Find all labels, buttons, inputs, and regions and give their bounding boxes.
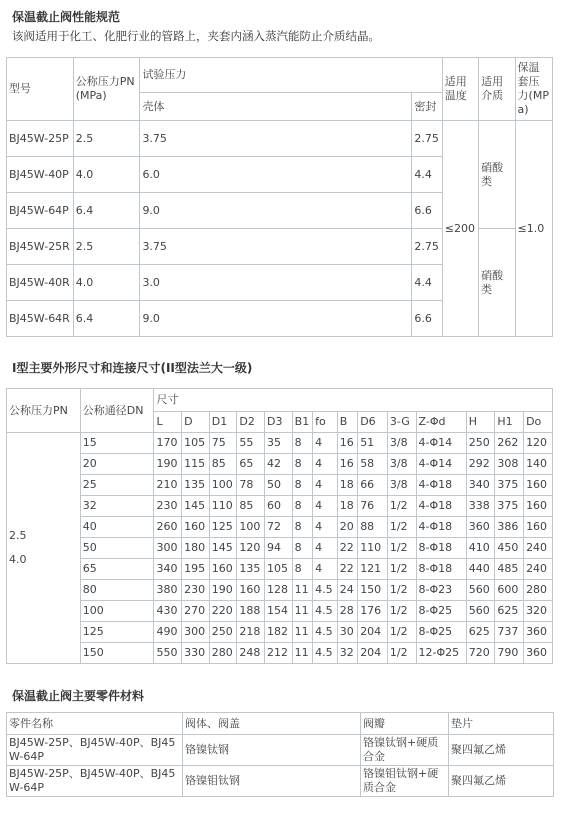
table-cell-dim: 240: [524, 538, 553, 559]
table-cell-dim: 8: [292, 475, 312, 496]
header-body-bonnet: 阀体、阀盖: [183, 713, 361, 735]
header-jacket-pressure: 保温套压力(MPa): [515, 58, 552, 121]
table-cell-dim: 32: [337, 643, 357, 664]
table-cell-dim: 4.5: [313, 580, 338, 601]
table-cell-dim: 160: [237, 580, 265, 601]
table-cell-dim: 58: [358, 454, 388, 475]
table-cell-shell: 3.75: [140, 121, 412, 157]
dimensions-table: [6, 388, 553, 664]
table-cell-dim: 485: [495, 559, 524, 580]
table-cell-dim: 4.5: [313, 643, 338, 664]
table-cell-dim: 220: [209, 601, 237, 622]
table-cell-dim: 42: [265, 454, 293, 475]
table-cell-dim: 737: [495, 622, 524, 643]
table-cell-part: BJ45W-25P、BJ45W-40P、BJ45W-64P: [7, 735, 183, 766]
table-cell-dim: 28: [337, 601, 357, 622]
table-cell-dim: 4-Φ14: [416, 454, 466, 475]
table-cell-dim: 115: [182, 454, 210, 475]
pn-value: 4.0: [9, 553, 27, 566]
header-temperature: 适用温度: [442, 58, 478, 121]
table-cell-dim: 16: [337, 454, 357, 475]
table-cell-dim: 386: [495, 517, 524, 538]
table-cell-seal: 2.75: [412, 121, 442, 157]
table-cell-dim: 18: [337, 496, 357, 517]
table-cell-dim: 280: [524, 580, 553, 601]
table-cell-dim: 94: [265, 538, 293, 559]
table-cell-dim: 128: [265, 580, 293, 601]
temperature-value: ≤200: [442, 121, 478, 337]
table-cell-dim: 154: [265, 601, 293, 622]
table-cell-dim: 182: [265, 622, 293, 643]
table-cell-dim: 560: [466, 580, 495, 601]
table-cell-dim: 1/2: [387, 601, 416, 622]
table-cell-dim: 320: [524, 601, 553, 622]
medium-value: 硝酸类: [479, 229, 515, 337]
table-cell-dim: 230: [182, 580, 210, 601]
table-cell-dim: 176: [358, 601, 388, 622]
table-cell-dim: 250: [209, 622, 237, 643]
table-cell-dim: 22: [337, 559, 357, 580]
pn-values: [7, 433, 81, 664]
header-gasket: 垫片: [449, 713, 554, 735]
table-cell-dim: 625: [466, 622, 495, 643]
table-cell-dim: 160: [209, 559, 237, 580]
table-cell-dim: 330: [182, 643, 210, 664]
header-dn: 公称通径DN: [80, 389, 154, 433]
table-cell-dim: 210: [154, 475, 182, 496]
table-cell-dn: 125: [80, 622, 154, 643]
table-cell-dn: 25: [80, 475, 154, 496]
table-cell-dim: 188: [237, 601, 265, 622]
table-cell-dim: 50: [265, 475, 293, 496]
table-cell-dim: 204: [358, 622, 388, 643]
table-cell-seal: 6.6: [412, 301, 442, 337]
table-row: [7, 643, 553, 664]
table-cell-dim: 8-Φ25: [416, 622, 466, 643]
header-model: 型号: [7, 58, 74, 121]
table-cell-dim: 4-Φ14: [416, 433, 466, 454]
table-cell-dim: 4: [313, 454, 338, 475]
table-cell-dim: 85: [209, 454, 237, 475]
table-cell-dim: 78: [237, 475, 265, 496]
table-cell-seal: 4.4: [412, 265, 442, 301]
table-cell-dim: 1/2: [387, 580, 416, 601]
table-cell-shell: 3.0: [140, 265, 412, 301]
table-cell-dim: 8: [292, 559, 312, 580]
table-cell-dim: 380: [154, 580, 182, 601]
table-cell-dim: 4-Φ18: [416, 517, 466, 538]
table-cell-dim: 180: [182, 538, 210, 559]
table-cell-dim: 8-Φ25: [416, 601, 466, 622]
table-cell-seal: 2.75: [412, 229, 442, 265]
table-cell-dim: 160: [182, 517, 210, 538]
table-cell-model: BJ45W-25R: [7, 229, 74, 265]
table-cell-dn: 100: [80, 601, 154, 622]
table-cell-dim: 550: [154, 643, 182, 664]
table-cell-dim: 135: [237, 559, 265, 580]
table-row: [7, 475, 553, 496]
section1-title: 保温截止阀性能规范: [12, 10, 121, 24]
table-cell-dim: 160: [524, 475, 553, 496]
medium-value: 硝酸类: [479, 121, 515, 229]
table-cell-dim: 11: [292, 622, 312, 643]
performance-table: [6, 57, 553, 337]
dim-col-header: H: [466, 412, 495, 433]
table-cell-dim: 292: [466, 454, 495, 475]
table-cell-dim: 11: [292, 643, 312, 664]
table-cell-dim: 4-Φ18: [416, 496, 466, 517]
table-cell-dim: 8-Φ18: [416, 559, 466, 580]
table-cell-seal: 4.4: [412, 157, 442, 193]
table-row: [7, 454, 553, 475]
dim-col-header: D6: [358, 412, 388, 433]
table-cell-shell: 9.0: [140, 301, 412, 337]
table-cell-dim: 340: [154, 559, 182, 580]
table-cell-dim: 430: [154, 601, 182, 622]
table-cell-dim: 300: [154, 538, 182, 559]
table-cell-dn: 20: [80, 454, 154, 475]
table-cell-dim: 22: [337, 538, 357, 559]
table-cell-dim: 1/2: [387, 517, 416, 538]
table-cell-pn: 2.5: [73, 229, 140, 265]
table-cell-dim: 4.5: [313, 601, 338, 622]
table-cell-dim: 8: [292, 454, 312, 475]
table-cell-dim: 11: [292, 601, 312, 622]
dim-col-header: D1: [209, 412, 237, 433]
table-cell-dim: 72: [265, 517, 293, 538]
table-row: [7, 601, 553, 622]
table-cell-dim: 120: [237, 538, 265, 559]
table-cell-dim: 4: [313, 496, 338, 517]
table-row: [7, 433, 553, 454]
table-cell-dim: 140: [524, 454, 553, 475]
table-cell-dim: 195: [182, 559, 210, 580]
section1-description: 该阀适用于化工、化肥行业的管路上，夹套内涵入蒸汽能防止介质结晶。: [12, 29, 380, 43]
table-cell-dim: 360: [466, 517, 495, 538]
table-row: [7, 559, 553, 580]
table-cell-dim: 190: [209, 580, 237, 601]
table-cell-dim: 300: [182, 622, 210, 643]
table-cell-disc: 铬镍钼钛钢+硬质合金: [361, 766, 449, 797]
table-cell-dim: 1/2: [387, 643, 416, 664]
table-cell-dim: 375: [495, 475, 524, 496]
table-cell-seal: 6.6: [412, 193, 442, 229]
table-cell-dim: 75: [209, 433, 237, 454]
table-row: [7, 496, 553, 517]
materials-table: [6, 712, 554, 797]
table-cell-dim: 204: [358, 643, 388, 664]
table-cell-dim: 8: [292, 517, 312, 538]
table-cell-dim: 20: [337, 517, 357, 538]
table-cell-dim: 260: [154, 517, 182, 538]
table-cell-dim: 218: [237, 622, 265, 643]
table-cell-dim: 8: [292, 496, 312, 517]
table-cell-dim: 1/2: [387, 559, 416, 580]
table-cell-dim: 4: [313, 517, 338, 538]
header-part-name: 零件名称: [7, 713, 183, 735]
table-cell-dim: 105: [265, 559, 293, 580]
section2-title: I型主要外形尺寸和连接尺寸(II型法兰大一级): [12, 361, 253, 375]
table-cell-dim: 4: [313, 475, 338, 496]
dim-col-header: D: [182, 412, 210, 433]
table-cell-dim: 125: [209, 517, 237, 538]
table-cell-dim: 340: [466, 475, 495, 496]
table-cell-dim: 160: [524, 496, 553, 517]
table-cell-dim: 1/2: [387, 496, 416, 517]
dim-col-header: L: [154, 412, 182, 433]
table-cell-pn: 6.4: [73, 193, 140, 229]
table-cell-dim: 308: [495, 454, 524, 475]
table-row: [7, 580, 553, 601]
table-cell-dim: 4: [313, 538, 338, 559]
table-cell-dim: 720: [466, 643, 495, 664]
dim-col-header: Z-Φd: [416, 412, 466, 433]
table-cell-dim: 600: [495, 580, 524, 601]
table-cell-dim: 410: [466, 538, 495, 559]
table-cell-dim: 16: [337, 433, 357, 454]
dim-col-header: D3: [265, 412, 293, 433]
table-cell-dim: 105: [182, 433, 210, 454]
table-cell-dim: 65: [237, 454, 265, 475]
table-cell-dim: 240: [524, 559, 553, 580]
dim-col-header: B1: [292, 412, 312, 433]
table-cell-dn: 65: [80, 559, 154, 580]
table-cell-dim: 360: [524, 622, 553, 643]
table-cell-dn: 32: [80, 496, 154, 517]
dim-col-header: Do: [524, 412, 553, 433]
table-cell-dim: 145: [182, 496, 210, 517]
table-cell-dim: 190: [154, 454, 182, 475]
table-cell-dn: 150: [80, 643, 154, 664]
header-pn: 公称压力PN: [7, 389, 81, 433]
table-cell-dim: 4-Φ18: [416, 475, 466, 496]
header-medium: 适用介质: [479, 58, 515, 121]
table-cell-dim: 11: [292, 580, 312, 601]
table-cell-dim: 8-Φ18: [416, 538, 466, 559]
table-row: [7, 538, 553, 559]
table-cell-dim: 360: [524, 643, 553, 664]
table-cell-dim: 100: [237, 517, 265, 538]
table-cell-model: BJ45W-40R: [7, 265, 74, 301]
table-cell-pn: 4.0: [73, 157, 140, 193]
table-cell-dim: 145: [209, 538, 237, 559]
table-cell-dim: 262: [495, 433, 524, 454]
table-cell-dim: 85: [237, 496, 265, 517]
table-cell-dim: 121: [358, 559, 388, 580]
table-cell-disc: 铬镍钛钢+硬质合金: [361, 735, 449, 766]
table-cell-dim: 4: [313, 559, 338, 580]
table-cell-body: 铬镍钛钢: [183, 735, 361, 766]
table-cell-pn: 4.0: [73, 265, 140, 301]
pn-value: 2.5: [9, 529, 27, 542]
table-cell-model: BJ45W-64P: [7, 193, 74, 229]
table-cell-dn: 50: [80, 538, 154, 559]
dim-col-header: B: [337, 412, 357, 433]
table-cell-dim: 18: [337, 475, 357, 496]
table-cell-dim: 560: [466, 601, 495, 622]
table-cell-dim: 88: [358, 517, 388, 538]
table-cell-dim: 60: [265, 496, 293, 517]
table-cell-dim: 150: [358, 580, 388, 601]
table-row: [7, 517, 553, 538]
table-cell-dim: 375: [495, 496, 524, 517]
table-cell-model: BJ45W-25P: [7, 121, 74, 157]
table-cell-dim: 1/2: [387, 622, 416, 643]
table-cell-model: BJ45W-64R: [7, 301, 74, 337]
header-nominal-pressure: 公称压力PN(MPa): [73, 58, 140, 121]
header-shell: 壳体: [140, 93, 412, 121]
table-cell-dim: 4.5: [313, 622, 338, 643]
dim-col-header: H1: [495, 412, 524, 433]
table-cell-model: BJ45W-40P: [7, 157, 74, 193]
table-cell-dim: 120: [524, 433, 553, 454]
table-cell-dim: 450: [495, 538, 524, 559]
table-cell-dim: 3/8: [387, 433, 416, 454]
table-cell-body: 铬镍钼钛钢: [183, 766, 361, 797]
table-cell-dim: 1/2: [387, 538, 416, 559]
table-cell-shell: 3.75: [140, 229, 412, 265]
table-cell-dim: 8: [292, 538, 312, 559]
dim-col-header: 3-G: [387, 412, 416, 433]
dim-col-header: fo: [313, 412, 338, 433]
table-cell-dim: 8: [292, 433, 312, 454]
table-cell-dim: 76: [358, 496, 388, 517]
table-cell-dim: 440: [466, 559, 495, 580]
table-cell-dim: 338: [466, 496, 495, 517]
table-cell-dim: 135: [182, 475, 210, 496]
table-cell-dn: 40: [80, 517, 154, 538]
header-dimensions: 尺寸: [154, 389, 553, 412]
table-cell-dim: 55: [237, 433, 265, 454]
dim-col-header: D2: [237, 412, 265, 433]
table-cell-dim: 170: [154, 433, 182, 454]
table-cell-dn: 15: [80, 433, 154, 454]
table-cell-dn: 80: [80, 580, 154, 601]
table-row: [7, 622, 553, 643]
table-cell-pn: 6.4: [73, 301, 140, 337]
table-cell-dim: 24: [337, 580, 357, 601]
section3-title: 保温截止阀主要零件材料: [12, 689, 145, 703]
header-disc: 阀瓣: [361, 713, 449, 735]
table-cell-dim: 110: [358, 538, 388, 559]
table-cell-dim: 66: [358, 475, 388, 496]
table-cell-dim: 12-Φ25: [416, 643, 466, 664]
table-cell-dim: 790: [495, 643, 524, 664]
table-cell-shell: 9.0: [140, 193, 412, 229]
table-cell-dim: 35: [265, 433, 293, 454]
table-cell-dim: 280: [209, 643, 237, 664]
table-cell-dim: 51: [358, 433, 388, 454]
header-seal: 密封: [412, 93, 442, 121]
table-cell-dim: 230: [154, 496, 182, 517]
table-cell-dim: 3/8: [387, 454, 416, 475]
jacket-pressure-value: ≤1.0: [515, 121, 552, 337]
table-cell-dim: 270: [182, 601, 210, 622]
table-cell-dim: 8-Φ23: [416, 580, 466, 601]
table-cell-dim: 110: [209, 496, 237, 517]
table-cell-dim: 4: [313, 433, 338, 454]
table-cell-dim: 490: [154, 622, 182, 643]
header-test-pressure: 试验压力: [140, 58, 442, 93]
table-cell-gasket: 聚四氟乙烯: [449, 766, 554, 797]
table-cell-gasket: 聚四氟乙烯: [449, 735, 554, 766]
table-cell-pn: 2.5: [73, 121, 140, 157]
table-cell-dim: 30: [337, 622, 357, 643]
table-cell-part: BJ45W-25P、BJ45W-40P、BJ45W-64P: [7, 766, 183, 797]
table-cell-dim: 250: [466, 433, 495, 454]
table-cell-dim: 248: [237, 643, 265, 664]
table-cell-dim: 160: [524, 517, 553, 538]
table-cell-dim: 100: [209, 475, 237, 496]
table-cell-dim: 212: [265, 643, 293, 664]
table-cell-shell: 6.0: [140, 157, 412, 193]
table-cell-dim: 625: [495, 601, 524, 622]
table-cell-dim: 3/8: [387, 475, 416, 496]
